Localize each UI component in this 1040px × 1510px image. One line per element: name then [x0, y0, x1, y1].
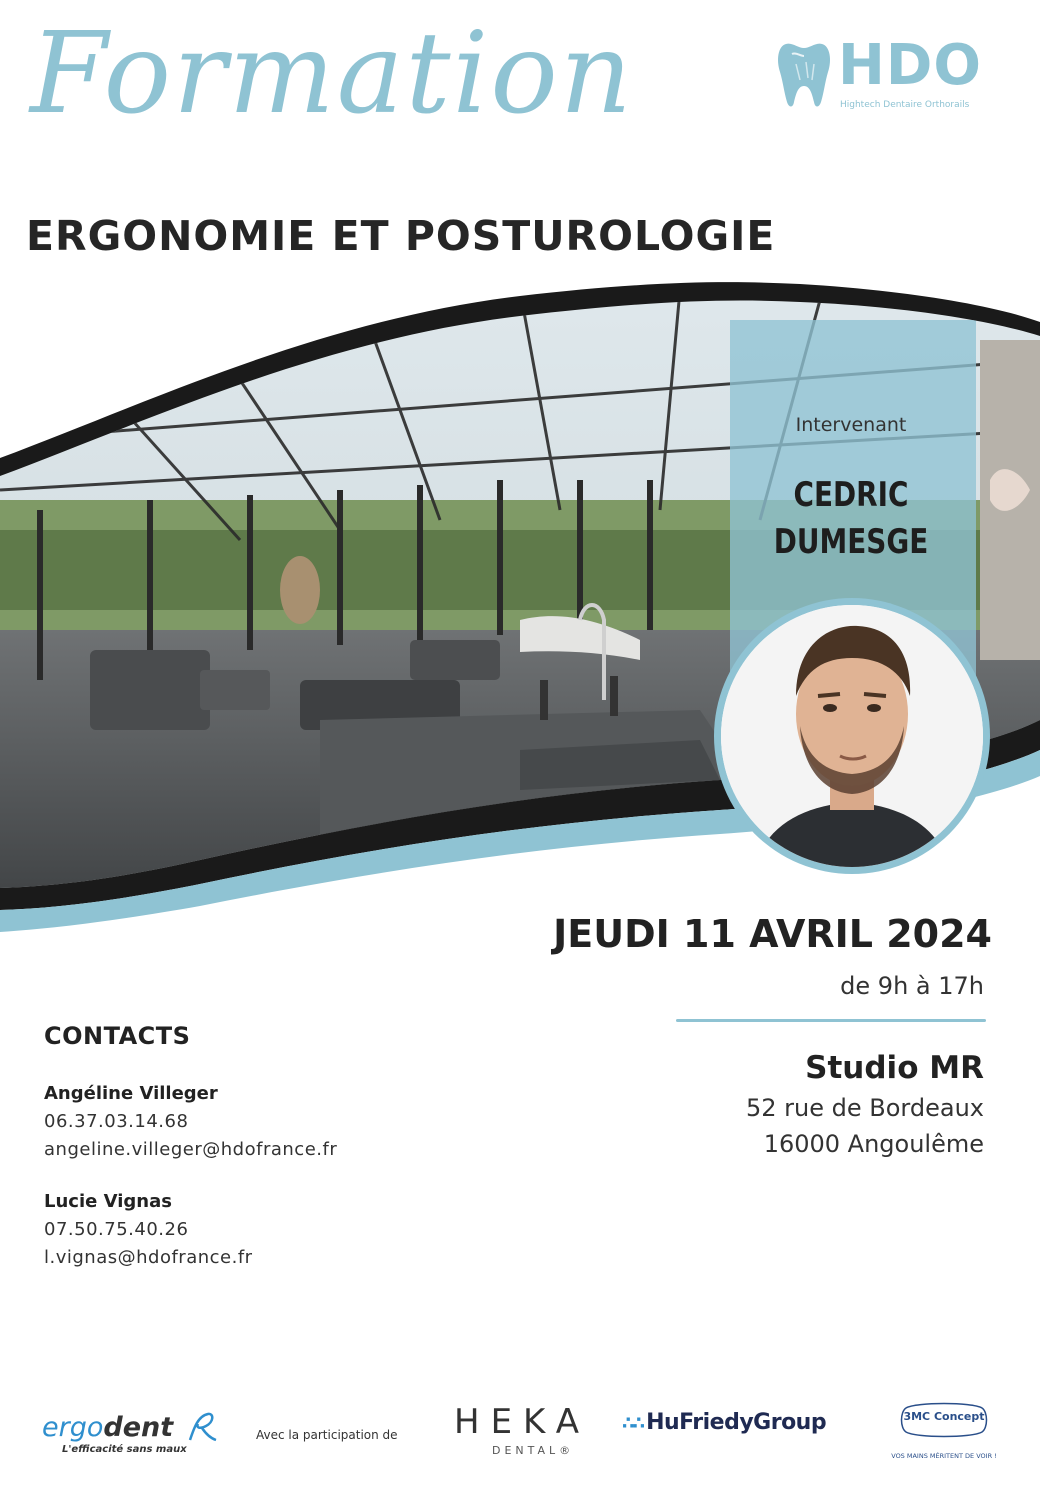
ergodent-swirl-icon — [184, 1410, 218, 1444]
contact-name: Angéline Villeger — [44, 1083, 218, 1104]
3mc-concept-tagline: VOS MAINS MÉRITENT DE VOIR ! — [891, 1452, 997, 1460]
tooth-icon — [776, 40, 832, 110]
ergodent-logo — [42, 1410, 218, 1444]
event-date: JEUDI 11 AVRIL 2024 — [553, 912, 992, 956]
contact-email[interactable]: l.vignas@hdofrance.fr — [44, 1247, 253, 1268]
ergodent-logo-suffix: dent — [103, 1412, 174, 1443]
contact-card — [44, 1080, 337, 1164]
hufriedy-dots-icon: ∴∴ — [622, 1413, 644, 1434]
speaker-first-name: CEDRIC — [793, 475, 909, 515]
hufriedy-logo — [622, 1410, 826, 1435]
participation-label: Avec la participation de — [256, 1428, 398, 1442]
formation-script-title: Formation — [30, 9, 634, 139]
heka-logo: HEKA — [454, 1402, 591, 1442]
contact-card — [44, 1188, 337, 1272]
3mc-concept-logo — [876, 1402, 1012, 1460]
hufriedy-logo-text: HuFriedyGroup — [646, 1410, 827, 1435]
accent-separator — [676, 1019, 986, 1022]
speaker-portrait — [712, 596, 992, 876]
hdo-logo-tagline: Hightech Dentaire Orthorails — [840, 100, 970, 110]
speaker-role: Intervenant — [795, 414, 907, 436]
contacts-block — [44, 1022, 337, 1296]
event-time: de 9h à 17h — [840, 972, 984, 1000]
contact-phone[interactable]: 06.37.03.14.68 — [44, 1111, 189, 1132]
3mc-concept-name: 3MC Concept — [903, 1410, 985, 1423]
hdo-logo-text: HDO — [838, 33, 982, 98]
heka-dental-label: DENTAL® — [492, 1444, 575, 1457]
sponsors-row — [0, 1390, 1040, 1470]
contacts-title: CONTACTS — [44, 1022, 191, 1050]
contact-phone[interactable]: 07.50.75.40.26 — [44, 1219, 189, 1240]
contact-name: Lucie Vignas — [44, 1191, 172, 1212]
venue-street: 52 rue de Bordeaux — [746, 1094, 984, 1122]
hdo-logo — [776, 33, 1006, 116]
speaker-name — [757, 472, 946, 566]
ergodent-tagline: L'efficacité sans maux — [62, 1444, 187, 1455]
3mc-swoosh-icon — [876, 1402, 1012, 1448]
ergodent-logo-prefix: ergo — [42, 1412, 104, 1443]
venue-name: Studio MR — [805, 1050, 984, 1086]
contact-email[interactable]: angeline.villeger@hdofrance.fr — [44, 1139, 338, 1160]
venue-block — [746, 1046, 984, 1162]
speaker-last-name: DUMESGE — [773, 522, 929, 562]
venue-city: 16000 Angoulême — [763, 1130, 984, 1158]
training-subtitle: ERGONOMIE ET POSTUROLOGIE — [26, 212, 776, 260]
